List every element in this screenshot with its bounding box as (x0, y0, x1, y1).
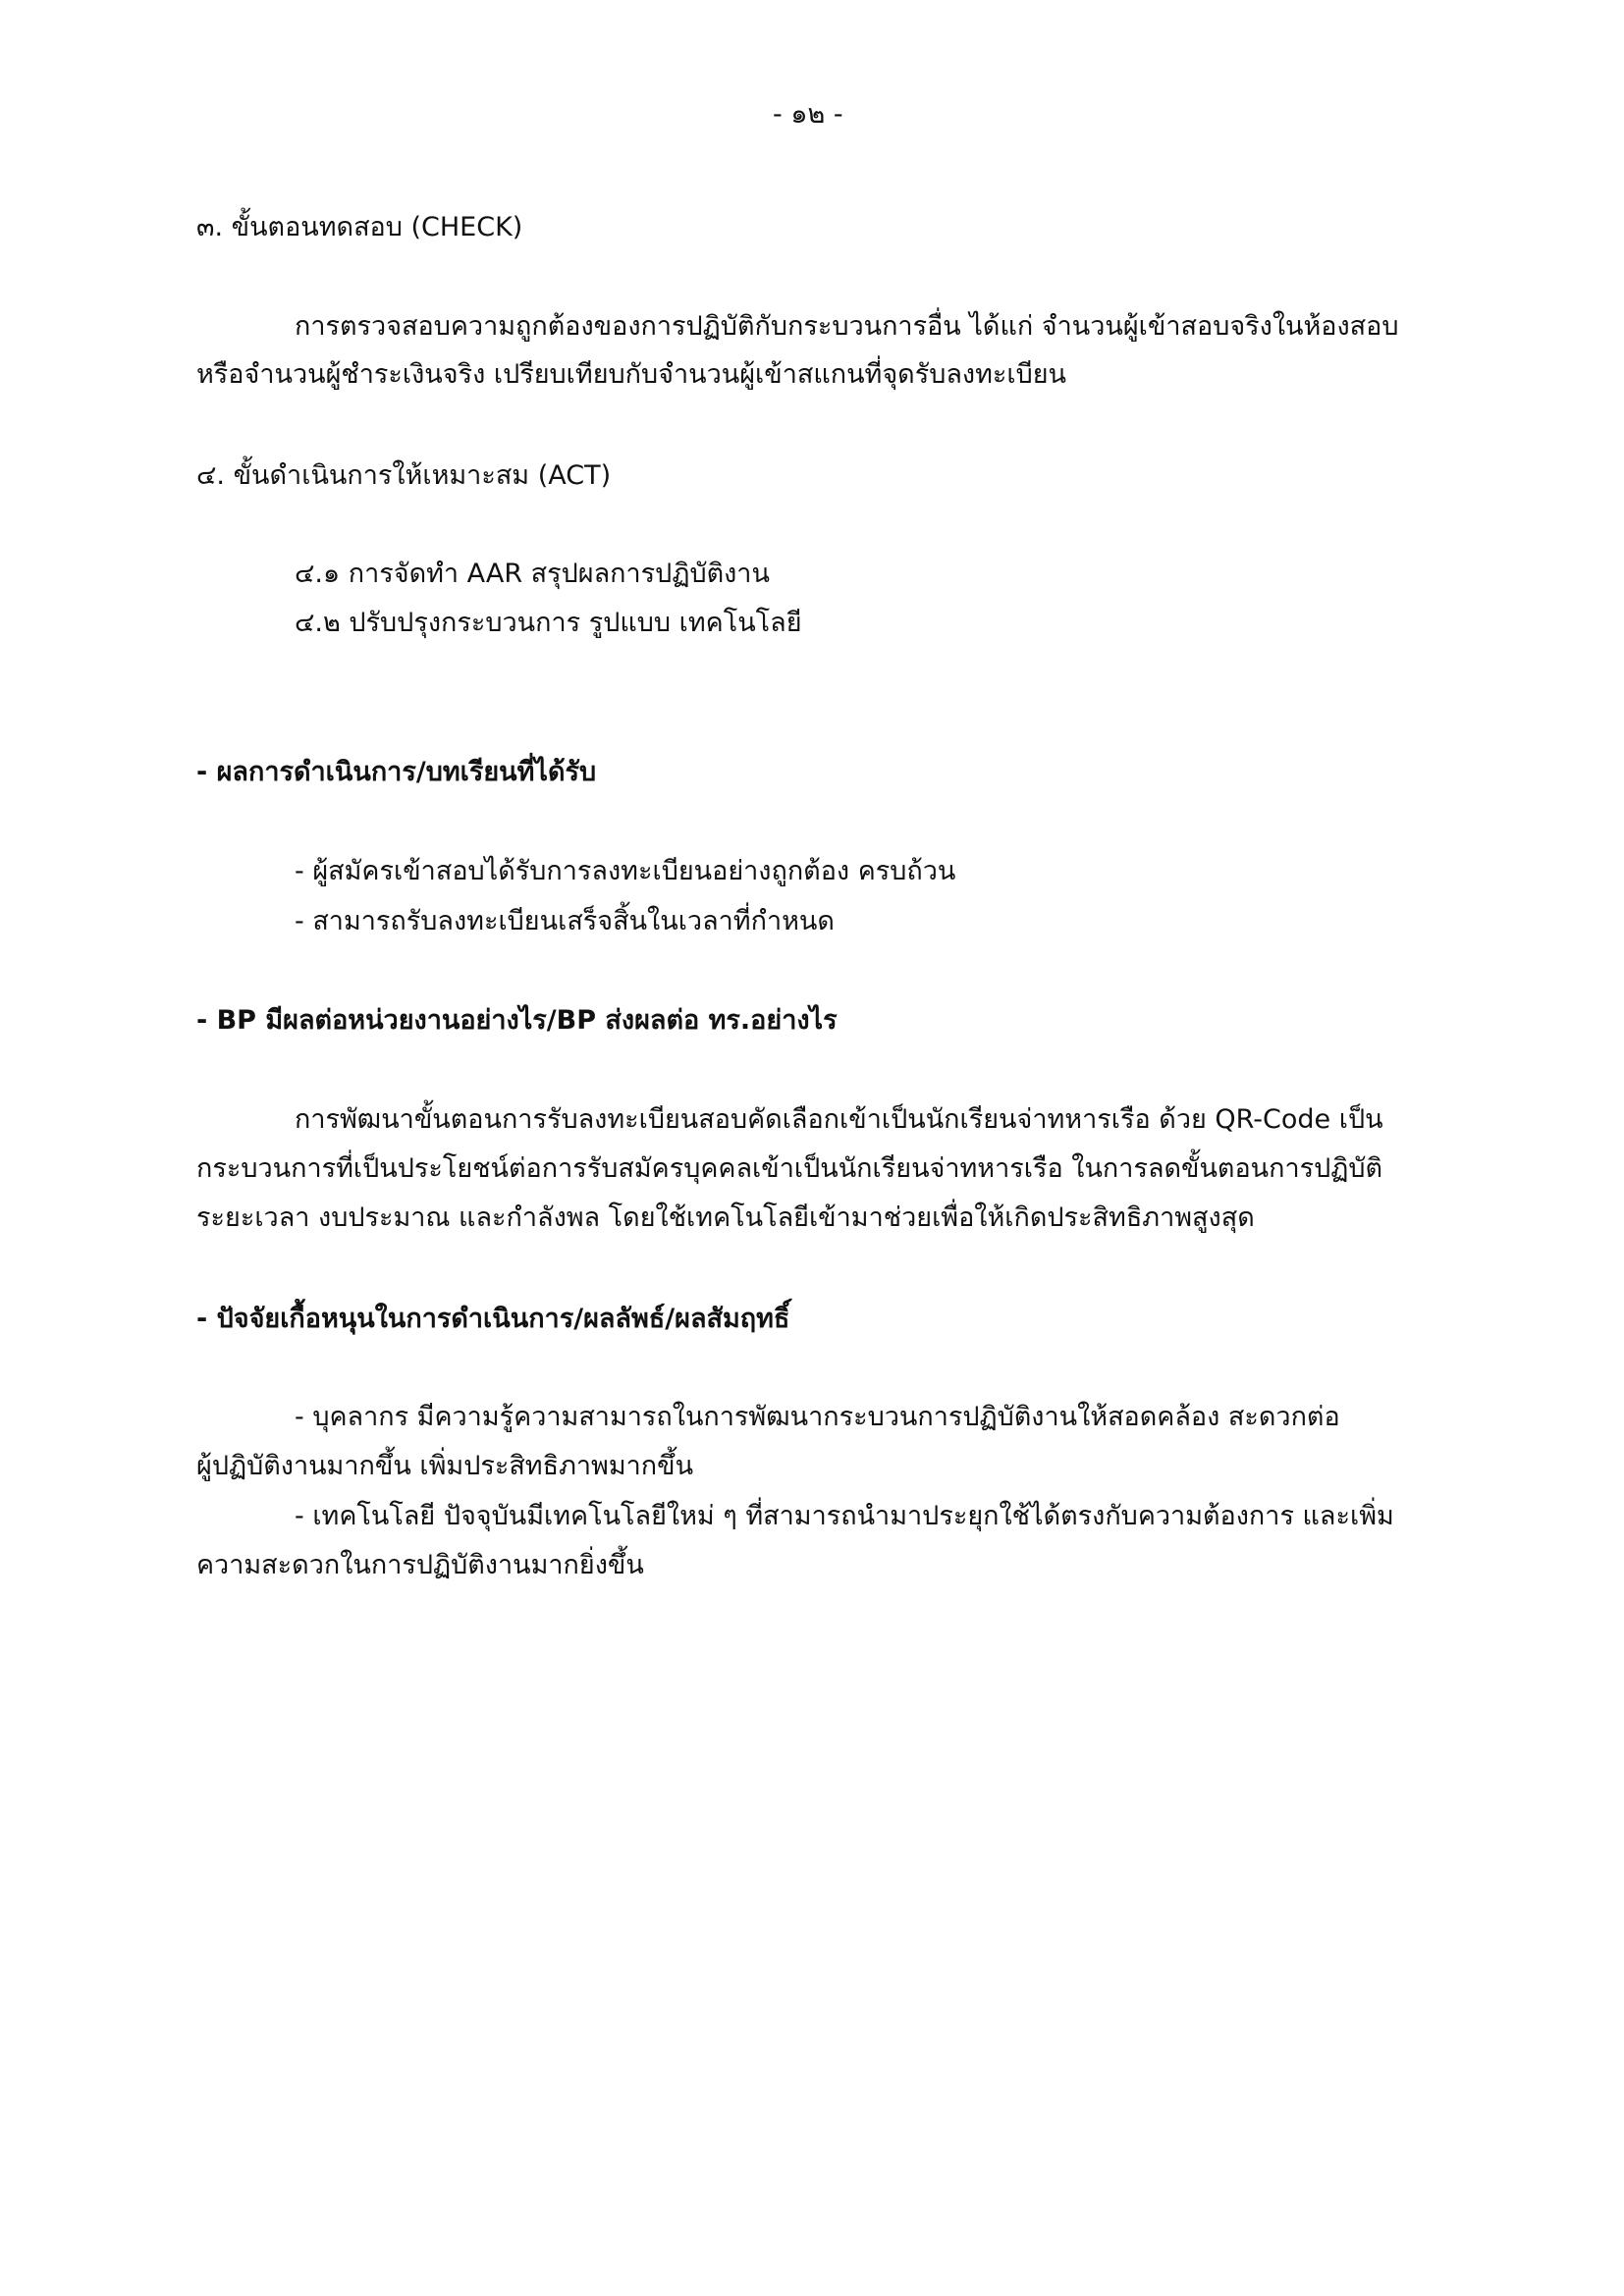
success-factor-2-line-2: ความสะดวกในการปฏิบัติงานมากยิ่งขึ้น (196, 1550, 644, 1580)
results-item-2: - สามารถรับลงทะเบียนเสร็จสิ้นในเวลาที่กำหนด (295, 906, 835, 936)
success-factor-1-line-1: - บุคลากร มีความรู้ความสามารถในการพัฒนากระบวนการปฏิบัติงานให้สอดคล้อง สะดวกต่อ (295, 1402, 1340, 1432)
bp-effect-paragraph-line-2: กระบวนการที่เป็นประโยชน์ต่อการรับสมัครบุคคลเข้าเป็นนักเรียนจ่าทหารเรือ ในการลดขั้นตอนการปฏิบัติ (196, 1153, 1383, 1184)
bp-effect-heading: - BP มีผลต่อหน่วยงานอย่างไร/BP ส่งผลต่อ ทร.อย่างไร (196, 1005, 838, 1036)
bp-effect-paragraph-line-1: การพัฒนาขั้นตอนการรับลงทะเบียนสอบคัดเลือกเข้าเป็นนักเรียนจ่าทหารเรือ ด้วย QR-Code เป็น (295, 1104, 1383, 1135)
success-factor-2-line-1: - เทคโนโลยี ปัจจุบันมีเทคโนโลยีใหม่ ๆ ที่สามารถนำมาประยุกใช้ได้ตรงกับความต้องการ และเพิ่ม (295, 1501, 1394, 1531)
success-factors-heading: - ปัจจัยเกื้อหนุนในการดำเนินการ/ผลลัพธ์/ผลสัมฤทธิ์ (196, 1304, 790, 1334)
section-3-paragraph-line-2: หรือจำนวนผู้ชำระเงินจริง เปรียบเทียบกับจำนวนผู้เข้าสแกนที่จุดรับลงทะเบียน (196, 359, 1067, 390)
success-factor-1-line-2: ผู้ปฏิบัติงานมากขึ้น เพิ่มประสิทธิภาพมากขึ้น (196, 1451, 694, 1481)
results-item-1: - ผู้สมัครเข้าสอบได้รับการลงทะเบียนอย่างถูกต้อง ครบถ้วน (295, 856, 956, 886)
section-3-title: ๓. ขั้นตอนทดสอบ (CHECK) (196, 212, 523, 242)
section-4-item-2: ๔.๒ ปรับปรุงกระบวนการ รูปแบบ เทคโนโลยี (295, 608, 802, 638)
bp-effect-paragraph-line-3: ระยะเวลา งบประมาณ และกำลังพล โดยใช้เทคโนโลยีเข้ามาช่วยเพื่อให้เกิดประสิทธิภาพสูงสุด (196, 1202, 1255, 1233)
section-4-item-1: ๔.๑ การจัดทำ AAR สรุปผลการปฏิบัติงาน (295, 559, 770, 589)
section-4-title: ๔. ขั้นดำเนินการให้เหมาะสม (ACT) (196, 460, 612, 491)
page-number: - ๑๒ - (773, 99, 843, 130)
results-heading: - ผลการดำเนินการ/บทเรียนที่ได้รับ (196, 757, 597, 787)
section-3-paragraph-line-1: การตรวจสอบความถูกต้องของการปฏิบัติกับกระบวนการอื่น ได้แก่ จำนวนผู้เข้าสอบจริงในห้องสอบ (295, 311, 1399, 342)
